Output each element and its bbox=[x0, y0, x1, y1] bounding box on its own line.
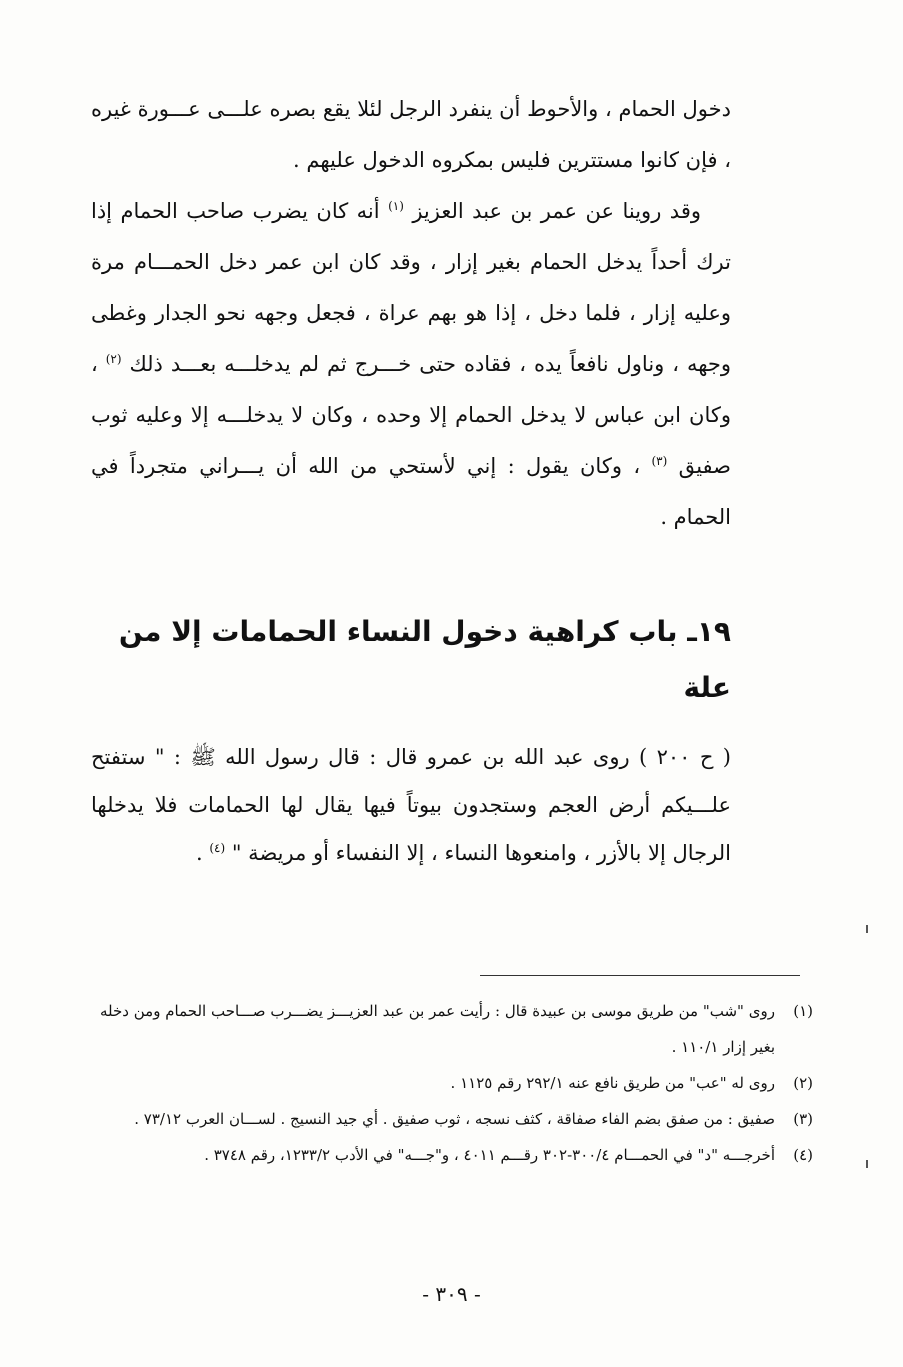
scan-speck bbox=[866, 925, 868, 933]
footnote-number: (١) bbox=[793, 1002, 813, 1020]
footnote-ref-4: (٤) bbox=[209, 841, 226, 855]
footnote-number: (٢) bbox=[793, 1074, 813, 1092]
hadith-text bbox=[91, 733, 731, 877]
paragraph-2-part-4: ، وكان يقول : إني لأستحي من الله أن يـــراني متجرداً في الحمام . bbox=[91, 454, 731, 529]
footnote-text: روى له "عب" من طريق نافع عنه ٢٩٢/١ رقم ١١٢٥ . bbox=[450, 1074, 775, 1092]
hadith-part-2: . bbox=[195, 841, 210, 865]
paragraph-2-part-3: ، وكان ابن عباس لا يدخل الحمام إلا وحده ، وكان لا يدخلـــه إلا وعليه ثوب صفيق bbox=[91, 352, 731, 478]
chapter-heading: ١٩ـ باب كراهية دخول النساء الحمامات إلا من علة bbox=[118, 615, 731, 704]
footnote-4 bbox=[100, 1137, 813, 1173]
footnote-ref-2: (٢) bbox=[105, 352, 122, 366]
paragraph-2-part-1: وقد روينا عن عمر بن عبد العزيز bbox=[403, 199, 701, 223]
paragraph-2 bbox=[91, 186, 731, 543]
paragraph-2-part-2: أنه كان يضرب صاحب الحمام إذا ترك أحداً يدخل الحمام بغير إزار ، وقد كان ابن عمر دخل الحمـــام مرة وعليه إزار ، فلما دخل ، إذا هو بهم عراة ، فجعل وجهه نحو الجدار وغطى وجهه ، وناول نافعاً يده ، فقاده حتى خـــرج ثم لم يدخلـــه بعـــد ذلك bbox=[91, 199, 731, 376]
footnote-number: (٤) bbox=[793, 1146, 813, 1164]
paragraph-1: دخول الحمام ، والأحوط أن ينفرد الرجل لئلا يقع بصره علـــى عـــورة غيره ، فإن كانوا مستترين فليس بمكروه الدخول عليهم . bbox=[91, 97, 731, 172]
footnote-text: صفيق : من صفق بضم الفاء صفاقة ، كثف نسجه ، ثوب صفيق . أي جيد النسيج . لســـان العرب ٧٣/١٢ . bbox=[134, 1110, 775, 1128]
footnotes bbox=[100, 993, 813, 1173]
page-number: - ٣٠٩ - bbox=[422, 1282, 481, 1306]
footnote-2 bbox=[100, 1065, 813, 1101]
scan-speck bbox=[866, 1160, 868, 1168]
footnote-text: روى "شب" من طريق موسى بن عبيدة قال : رأيت عمر بن عبد العزيـــز يضـــرب صـــاحب الحمام ومن دخله بغير إزار ١١٠/١ . bbox=[100, 1002, 775, 1056]
footnote-text: أخرجـــه "د" في الحمـــام ٣٠٠/٤-٣٠٢ رقـــم ٤٠١١ ، و"جـــه" في الأدب ١٢٣٣/٢، رقم ٣٧٤٨ . bbox=[204, 1146, 775, 1164]
hadith-part-1: ( ح ٢٠٠ ) روى عبد الله بن عمرو قال : قال رسول الله ﷺ : " ستفتح علـــيكم أرض العجم وستجدون بيوتاً فيها يقال لها الحمامات فلا يدخلها الرجال إلا بالأزر ، وامنعوها النساء ، إلا النفساء أو مريضة " bbox=[91, 745, 731, 865]
footnote-ref-3: (٣) bbox=[651, 454, 668, 468]
footnote-number: (٣) bbox=[793, 1110, 813, 1128]
hadith-paragraph bbox=[91, 733, 731, 877]
main-text bbox=[91, 84, 731, 543]
footnote-3 bbox=[100, 1101, 813, 1137]
footnote-ref-1: (١) bbox=[388, 199, 404, 213]
footnote-divider bbox=[480, 975, 800, 976]
footnote-1 bbox=[100, 993, 813, 1065]
